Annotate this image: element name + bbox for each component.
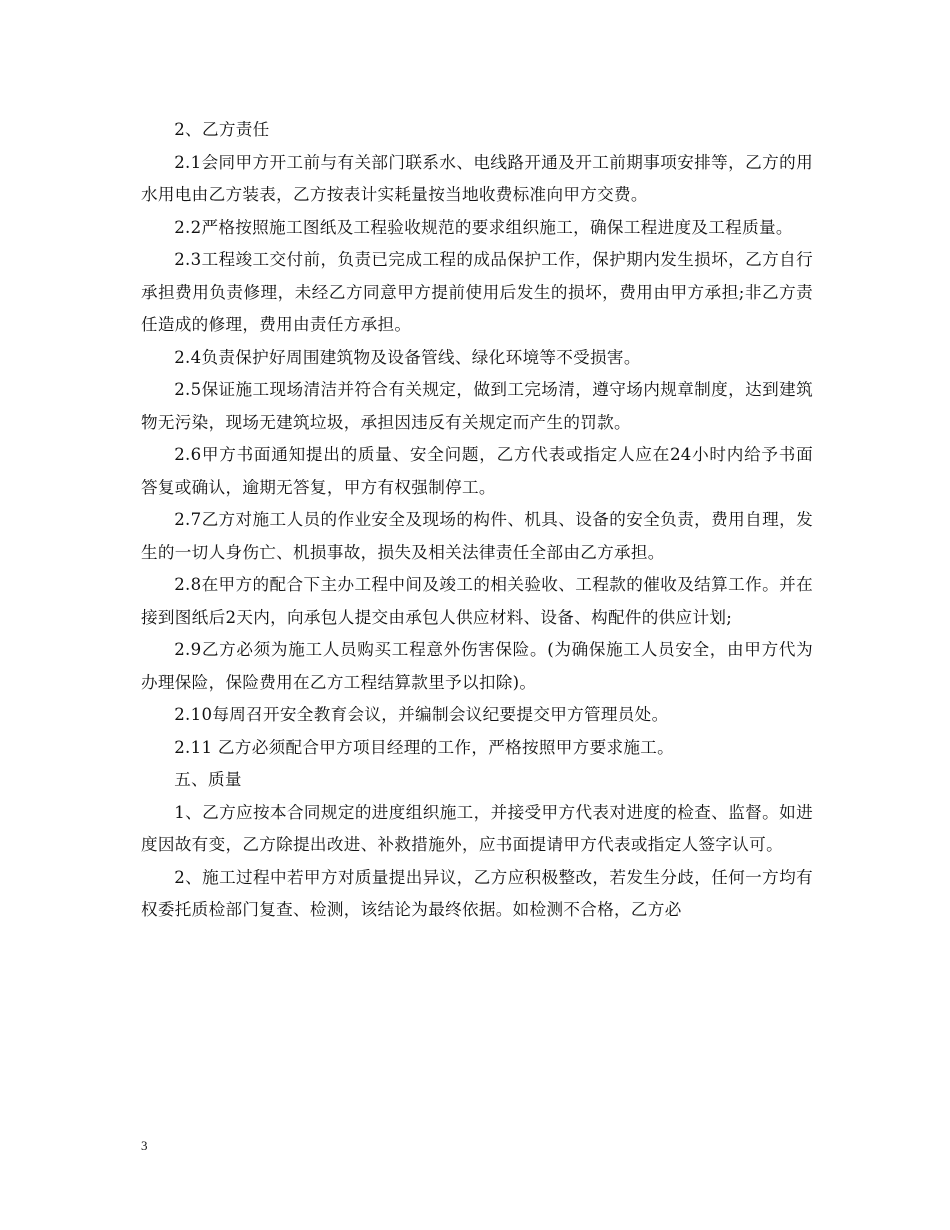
paragraph: 1、乙方应按本合同规定的进度组织施工，并接受甲方代表对进度的检查、监督。如进度因故有变，乙方除提出改进、补救措施外，应书面提请甲方代表或指定人签字认可。	[141, 802, 813, 854]
section-heading: 五、质量	[174, 770, 242, 789]
paragraph: 2.5保证施工现场清洁并符合有关规定，做到工完场清，遵守场内规章制度，达到建筑物无污染，现场无建筑垃圾，承担因违反有关规定而产生的罚款。	[141, 380, 813, 432]
paragraph: 2.11 乙方必须配合甲方项目经理的工作，严格按照甲方要求施工。	[174, 737, 675, 757]
document-body	[141, 114, 813, 927]
paragraph: 2、乙方责任	[174, 120, 270, 139]
paragraph: 2.2严格按照施工图纸及工程验收规范的要求组织施工，确保工程进度及工程质量。	[174, 217, 793, 237]
paragraph: 2.9乙方必须为施工人员购买工程意外伤害保险。(为确保施工人员安全，由甲方代为办理保险，保险费用在乙方工程结算款里予以扣除)。	[141, 640, 813, 692]
paragraph: 2.10每周召开安全教育会议，并编制会议纪要提交甲方管理员处。	[174, 705, 669, 724]
page-number: 3	[141, 1138, 148, 1153]
paragraph: 2.8在甲方的配合下主办工程中间及竣工的相关验收、工程款的催收及结算工作。并在接到图纸后2天内，向承包人提交由承包人供应材料、设备、构配件的供应计划;	[141, 575, 813, 627]
paragraph: 2.1会同甲方开工前与有关部门联系水、电线路开通及开工前期事项安排等，乙方的用水用电由乙方装表，乙方按表计实耗量按当地收费标准向甲方交费。	[141, 152, 813, 204]
paragraph: 2.4负责保护好周围建筑物及设备管线、绿化环境等不受损害。	[174, 347, 641, 367]
paragraph: 2.7乙方对施工人员的作业安全及现场的构件、机具、设备的安全负责，费用自理，发生的一切人身伤亡、机损事故，损失及相关法律责任全部由乙方承担。	[141, 510, 813, 562]
paragraph: 2、施工过程中若甲方对质量提出异议，乙方应积极整改，若发生分歧，任何一方均有权委托质检部门复查、检测，该结论为最终依据。如检测不合格，乙方必	[141, 867, 813, 919]
paragraph: 2.6甲方书面通知提出的质量、安全问题，乙方代表或指定人应在24小时内给予书面答复或确认，逾期无答复，甲方有权强制停工。	[141, 445, 813, 497]
paragraph: 2.3工程竣工交付前，负责已完成工程的成品保护工作，保护期内发生损坏，乙方自行承担费用负责修理，未经乙方同意甲方提前使用后发生的损坏，费用由甲方承担;非乙方责任造成的修理，费用由责任方承担。	[141, 250, 813, 334]
